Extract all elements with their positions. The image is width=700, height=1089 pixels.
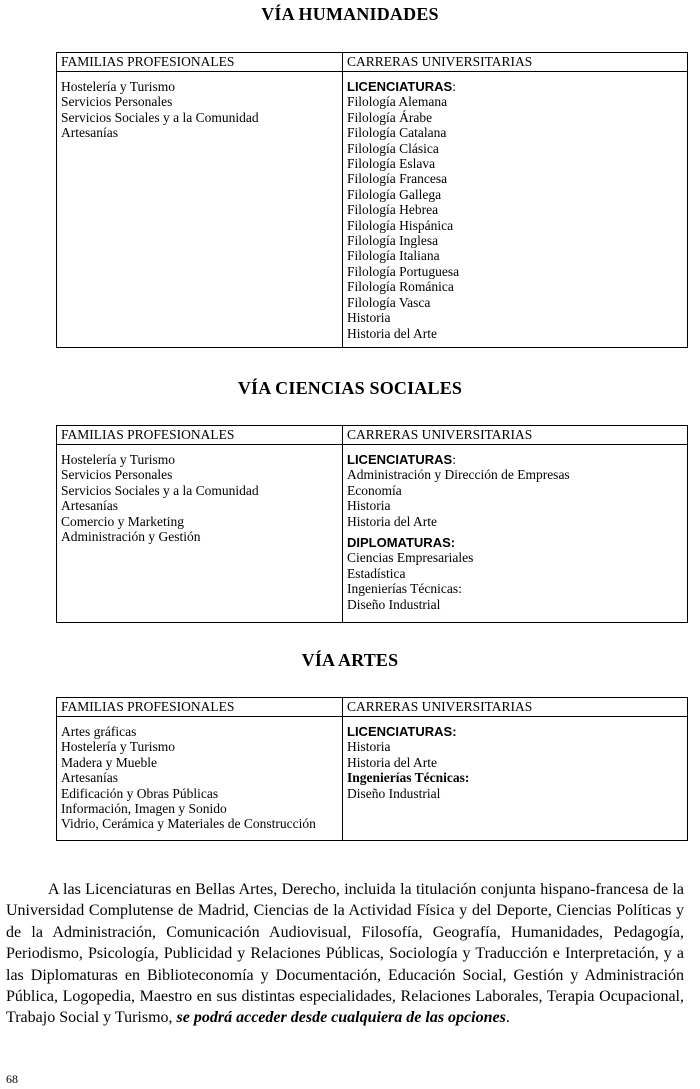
carreras-list <box>343 717 687 840</box>
licenciaturas-label: LICENCIATURAS <box>347 452 453 467</box>
list-item: Ingenierías Técnicas: <box>347 581 462 597</box>
list-item: Filología Clásica <box>347 140 439 156</box>
list-item: Filología Inglesa <box>347 233 439 249</box>
list-item: Servicios Sociales y a la Comunidad <box>61 482 259 498</box>
list-item: Historia <box>347 498 391 514</box>
closing-paragraph <box>6 879 684 1029</box>
col-header-familias: FAMILIAS PROFESIONALES <box>57 53 343 71</box>
list-item: Madera y Mueble <box>61 754 157 770</box>
list-item: Hostelería y Turismo <box>61 739 176 755</box>
licenciaturas-label: LICENCIATURAS <box>347 79 453 94</box>
paragraph-end: . <box>505 1009 510 1027</box>
table-ciencias-sociales <box>56 425 688 623</box>
list-item: Artesanías <box>61 498 118 514</box>
paragraph-emphasis: se podrá acceder desde cualquiera de las opciones <box>176 1009 506 1027</box>
list-item: Edificación y Obras Públicas <box>61 785 219 801</box>
licenciaturas-colon: : <box>452 452 456 467</box>
list-item: Filología Árabe <box>347 109 433 125</box>
list-item: Artes gráficas <box>61 724 137 739</box>
list-item: Filología Hispánica <box>347 217 454 233</box>
list-item: Filología Eslava <box>347 156 436 172</box>
carreras-list <box>343 72 687 347</box>
col-header-familias: FAMILIAS PROFESIONALES <box>57 698 343 716</box>
list-item: Vidrio, Cerámica y Materiales de Construcción <box>61 816 316 832</box>
list-item: Servicios Sociales y a la Comunidad <box>61 109 259 125</box>
section-title-ciencias-sociales: VÍA CIENCIAS SOCIALES <box>237 378 463 398</box>
ingenierias-label: Ingenierías Técnicas: <box>347 770 470 786</box>
licenciaturas-colon: : <box>452 79 456 94</box>
list-item: Filología Alemana <box>347 94 448 110</box>
list-item: Filología Catalana <box>347 125 447 141</box>
list-item: Historia del Arte <box>347 325 437 341</box>
paragraph-text: A las Licenciaturas en Bellas Artes, Derecho, incluida la titulación conjunta hispano-francesa de la Universidad Complutense de Madrid, Ciencias de la Actividad Física y del Deporte, Ciencias Políticas y de la Administración, Comunicación Audiovisual, Filosofía, Geografía, Humanidades, Pedagogía, Periodismo, Psicología, Publicidad y Relaciones Públicas, Sociología y Traducción e Interpretación, y a las Diplomaturas en Biblioteconomía y Documentación, Educación Social, Gestión y Administración Pública, Logopedia, Maestro en sus distintas especialidades, Relaciones Laborales, Terapia Ocupacional, Trabajo Social y Turismo, <box>6 881 684 1027</box>
list-item: Filología Gallega <box>347 186 442 202</box>
col-header-carreras: CARRERAS UNIVERSITARIAS <box>347 699 533 714</box>
list-item: Información, Imagen y Sonido <box>61 801 227 817</box>
list-item: Ciencias Empresariales <box>347 550 474 566</box>
list-item: Hostelería y Turismo <box>61 79 176 94</box>
col-header-carreras: CARRERAS UNIVERSITARIAS <box>347 427 533 442</box>
list-item: Filología Portuguesa <box>347 263 460 279</box>
table-header <box>57 53 687 72</box>
list-item: Administración y Dirección de Empresas <box>347 467 570 483</box>
table-header <box>57 698 687 717</box>
col-header-familias: FAMILIAS PROFESIONALES <box>57 426 343 444</box>
list-item: Hostelería y Turismo <box>61 452 176 467</box>
section-title-humanidades: VÍA HUMANIDADES <box>261 4 439 24</box>
list-item: Servicios Personales <box>61 467 173 483</box>
list-item: Historia <box>347 310 391 326</box>
list-item: Administración y Gestión <box>61 529 201 545</box>
list-item: Comercio y Marketing <box>61 513 184 529</box>
list-item: Diseño Industrial <box>347 596 441 612</box>
list-item: Historia del Arte <box>347 513 437 529</box>
licenciaturas-label: LICENCIATURAS: <box>347 724 457 739</box>
list-item: Estadística <box>347 565 406 581</box>
list-item: Diseño Industrial <box>347 785 441 801</box>
list-item: Filología Francesa <box>347 171 448 187</box>
list-item: Filología Hebrea <box>347 202 439 218</box>
familias-list <box>57 717 343 840</box>
list-item: Filología Vasca <box>347 294 431 310</box>
list-item: Artesanías <box>61 125 118 141</box>
list-item: Historia <box>347 739 391 755</box>
col-header-carreras: CARRERAS UNIVERSITARIAS <box>347 54 533 69</box>
list-item: Servicios Personales <box>61 94 173 110</box>
list-item: Filología Italiana <box>347 248 440 264</box>
diplomaturas-label: DIPLOMATURAS: <box>347 535 456 551</box>
list-item: Historia del Arte <box>347 754 437 770</box>
list-item: Filología Románica <box>347 279 454 295</box>
table-humanidades <box>56 52 688 348</box>
table-artes <box>56 697 688 841</box>
section-title-artes: VÍA ARTES <box>301 650 399 670</box>
list-item: Artesanías <box>61 770 118 786</box>
familias-list <box>57 445 343 622</box>
list-item: Economía <box>347 482 402 498</box>
familias-list <box>57 72 343 347</box>
page-number: 68 <box>6 1072 18 1086</box>
carreras-list <box>343 445 687 622</box>
table-header <box>57 426 687 445</box>
